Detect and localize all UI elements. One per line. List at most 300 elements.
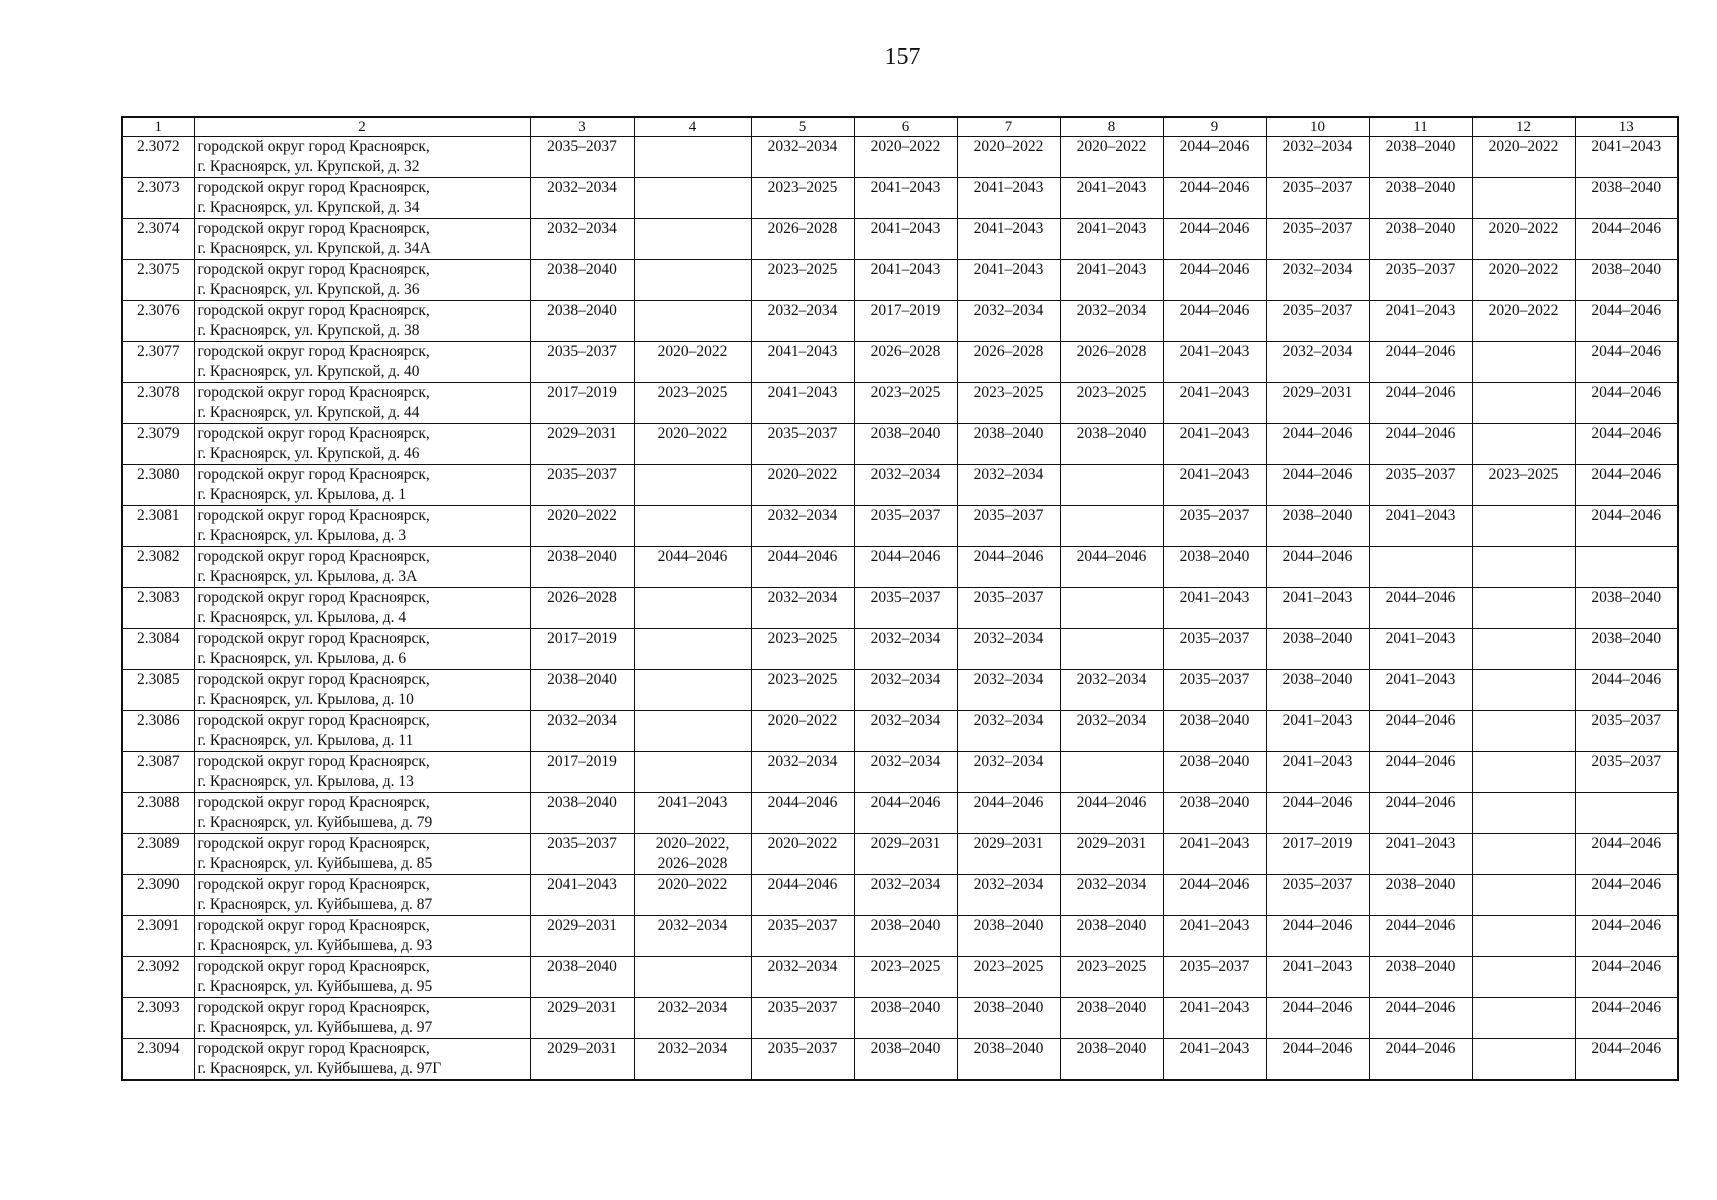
period-cell-col-9: 2041–2043	[1163, 916, 1266, 957]
period-cell-col-5: 2035–2037	[751, 916, 854, 957]
period-cell-col-12	[1472, 793, 1575, 834]
period-cell-col-6: 2038–2040	[854, 424, 957, 465]
address-line-street: г. Красноярск, ул. Крупской, д. 46	[197, 445, 420, 462]
period-cell-col-6: 2041–2043	[854, 219, 957, 260]
address-line-district: городской округ город Красноярск,	[197, 507, 430, 524]
column-header-3: 3	[530, 117, 634, 137]
period-cell-col-11: 2044–2046	[1369, 916, 1472, 957]
period-cell-col-9: 2041–2043	[1163, 424, 1266, 465]
period-cell-col-11: 2041–2043	[1369, 506, 1472, 547]
period-cell-col-8: 2029–2031	[1060, 834, 1163, 875]
address-cell	[194, 957, 530, 998]
period-cell-col-7: 2041–2043	[957, 178, 1060, 219]
address-line-district: городской округ город Красноярск,	[197, 835, 430, 852]
period-cell-col-9: 2044–2046	[1163, 219, 1266, 260]
period-cell-col-7: 2032–2034	[957, 629, 1060, 670]
address-line-district: городской округ город Красноярск,	[197, 999, 430, 1016]
column-header-7: 7	[957, 117, 1060, 137]
period-cell-col-4: 2020–2022	[634, 342, 751, 383]
period-cell-col-7: 2020–2022	[957, 137, 1060, 178]
period-cell-col-7: 2038–2040	[957, 998, 1060, 1039]
period-cell-col-8	[1060, 752, 1163, 793]
period-cell-col-12	[1472, 178, 1575, 219]
period-cell-col-4	[634, 957, 751, 998]
period-cell-col-5: 2023–2025	[751, 260, 854, 301]
period-cell-col-8: 2032–2034	[1060, 670, 1163, 711]
period-cell-col-6: 2035–2037	[854, 506, 957, 547]
address-cell	[194, 916, 530, 957]
period-cell-col-3: 2029–2031	[530, 998, 634, 1039]
table-row	[122, 260, 1678, 301]
period-cell-col-13: 2038–2040	[1575, 629, 1678, 670]
period-cell-col-6: 2032–2034	[854, 629, 957, 670]
period-cell-col-5: 2035–2037	[751, 998, 854, 1039]
table-row	[122, 875, 1678, 916]
address-cell	[194, 588, 530, 629]
address-line-district: городской округ город Красноярск,	[197, 138, 430, 155]
column-header-8: 8	[1060, 117, 1163, 137]
period-cell-col-11	[1369, 547, 1472, 588]
period-cell-col-10: 2032–2034	[1266, 137, 1369, 178]
period-cell-col-3: 2029–2031	[530, 916, 634, 957]
period-cell-col-9: 2041–2043	[1163, 383, 1266, 424]
period-cell-col-4: 2032–2034	[634, 1039, 751, 1081]
period-cell-col-6: 2023–2025	[854, 383, 957, 424]
address-cell	[194, 465, 530, 506]
address-cell	[194, 424, 530, 465]
address-cell	[194, 342, 530, 383]
address-cell	[194, 752, 530, 793]
period-cell-col-12	[1472, 711, 1575, 752]
row-number: 2.3072	[122, 137, 194, 178]
period-cell-col-5: 2020–2022	[751, 465, 854, 506]
period-cell-col-8: 2041–2043	[1060, 219, 1163, 260]
period-cell-col-7: 2023–2025	[957, 383, 1060, 424]
period-cell-col-5: 2032–2034	[751, 301, 854, 342]
period-cell-col-12	[1472, 547, 1575, 588]
address-cell	[194, 793, 530, 834]
address-line-district: городской округ город Красноярск,	[197, 466, 430, 483]
period-cell-col-13: 2038–2040	[1575, 588, 1678, 629]
period-cell-col-11: 2041–2043	[1369, 301, 1472, 342]
period-cell-col-12	[1472, 1039, 1575, 1081]
period-cell-col-9: 2044–2046	[1163, 875, 1266, 916]
period-cell-col-12	[1472, 342, 1575, 383]
table-row	[122, 670, 1678, 711]
period-cell-col-8: 2032–2034	[1060, 301, 1163, 342]
period-cell-col-10: 2038–2040	[1266, 670, 1369, 711]
period-cell-col-12	[1472, 875, 1575, 916]
table-row	[122, 711, 1678, 752]
period-cell-col-6: 2044–2046	[854, 547, 957, 588]
period-cell-col-5: 2035–2037	[751, 1039, 854, 1081]
period-cell-col-13: 2044–2046	[1575, 465, 1678, 506]
period-cell-col-8: 2020–2022	[1060, 137, 1163, 178]
period-cell-col-6: 2038–2040	[854, 1039, 957, 1081]
period-cell-col-5: 2026–2028	[751, 219, 854, 260]
period-cell-col-9: 2041–2043	[1163, 588, 1266, 629]
period-cell-col-9: 2044–2046	[1163, 260, 1266, 301]
address-line-street: г. Красноярск, ул. Крупской, д. 44	[197, 404, 420, 421]
table-row	[122, 383, 1678, 424]
address-line-street: г. Красноярск, ул. Куйбышева, д. 85	[197, 855, 433, 872]
period-cell-col-7: 2032–2034	[957, 670, 1060, 711]
row-number: 2.3085	[122, 670, 194, 711]
address-line-district: городской округ город Красноярск,	[197, 343, 430, 360]
table-row	[122, 793, 1678, 834]
period-cell-col-7: 2038–2040	[957, 424, 1060, 465]
period-cell-col-5: 2041–2043	[751, 383, 854, 424]
period-cell-col-8: 2044–2046	[1060, 793, 1163, 834]
period-cell-col-5: 2020–2022	[751, 711, 854, 752]
period-cell-col-8: 2038–2040	[1060, 998, 1163, 1039]
address-line-street: г. Красноярск, ул. Куйбышева, д. 87	[197, 896, 433, 913]
address-line-district: городской округ город Красноярск,	[197, 630, 430, 647]
period-cell-col-9: 2044–2046	[1163, 301, 1266, 342]
period-cell-col-4	[634, 588, 751, 629]
period-cell-col-4: 2023–2025	[634, 383, 751, 424]
period-cell-col-10: 2044–2046	[1266, 998, 1369, 1039]
period-cell-col-10: 2044–2046	[1266, 916, 1369, 957]
period-cell-col-13	[1575, 793, 1678, 834]
period-cell-col-10: 2044–2046	[1266, 1039, 1369, 1081]
address-line-street: г. Красноярск, ул. Крылова, д. 3	[197, 527, 407, 544]
row-number: 2.3076	[122, 301, 194, 342]
row-number: 2.3075	[122, 260, 194, 301]
period-cell-col-10: 2044–2046	[1266, 793, 1369, 834]
period-cell-col-10: 2035–2037	[1266, 178, 1369, 219]
period-cell-col-8	[1060, 506, 1163, 547]
address-cell	[194, 875, 530, 916]
period-cell-col-13: 2044–2046	[1575, 916, 1678, 957]
period-cell-col-11: 2044–2046	[1369, 752, 1472, 793]
row-number: 2.3080	[122, 465, 194, 506]
period-cell-col-6: 2035–2037	[854, 588, 957, 629]
period-cell-col-11: 2044–2046	[1369, 793, 1472, 834]
period-cell-col-8	[1060, 465, 1163, 506]
table-row	[122, 752, 1678, 793]
period-cell-col-7: 2041–2043	[957, 260, 1060, 301]
period-cell-col-10: 2044–2046	[1266, 465, 1369, 506]
period-cell-col-6: 2041–2043	[854, 260, 957, 301]
period-cell-col-7: 2023–2025	[957, 957, 1060, 998]
period-cell-col-5: 2032–2034	[751, 588, 854, 629]
period-cell-col-9: 2035–2037	[1163, 957, 1266, 998]
period-cell-col-9: 2041–2043	[1163, 342, 1266, 383]
column-header-5: 5	[751, 117, 854, 137]
header-row	[122, 117, 1678, 137]
period-cell-col-3: 2026–2028	[530, 588, 634, 629]
period-cell-col-9: 2044–2046	[1163, 137, 1266, 178]
address-line-street: г. Красноярск, ул. Крылова, д. 6	[197, 650, 407, 667]
address-line-district: городской округ город Красноярск,	[197, 1040, 430, 1057]
period-cell-col-13: 2044–2046	[1575, 834, 1678, 875]
period-cell-col-11: 2038–2040	[1369, 219, 1472, 260]
period-cell-col-12: 2020–2022	[1472, 260, 1575, 301]
period-cell-col-6: 2020–2022	[854, 137, 957, 178]
row-number: 2.3090	[122, 875, 194, 916]
period-cell-col-9: 2035–2037	[1163, 629, 1266, 670]
period-cell-col-3: 2035–2037	[530, 137, 634, 178]
period-cell-col-10: 2035–2037	[1266, 301, 1369, 342]
row-number: 2.3092	[122, 957, 194, 998]
address-cell	[194, 547, 530, 588]
period-cell-col-3: 2038–2040	[530, 301, 634, 342]
period-cell-col-10: 2038–2040	[1266, 629, 1369, 670]
address-line-district: городской округ город Красноярск,	[197, 589, 430, 606]
period-cell-col-6: 2032–2034	[854, 670, 957, 711]
period-cell-col-11: 2035–2037	[1369, 260, 1472, 301]
period-cell-col-4	[634, 834, 751, 875]
period-cell-col-12: 2023–2025	[1472, 465, 1575, 506]
table-body	[122, 137, 1678, 1081]
period-cell-col-3: 2032–2034	[530, 219, 634, 260]
row-number: 2.3083	[122, 588, 194, 629]
row-number: 2.3078	[122, 383, 194, 424]
period-cell-col-9: 2038–2040	[1163, 711, 1266, 752]
address-line-district: городской округ город Красноярск,	[197, 753, 430, 770]
period-cell-col-5: 2023–2025	[751, 178, 854, 219]
address-line-street: г. Красноярск, ул. Крупской, д. 40	[197, 363, 420, 380]
period-cell-col-6: 2038–2040	[854, 998, 957, 1039]
period-cell-col-4	[634, 670, 751, 711]
period-cell-col-7: 2035–2037	[957, 506, 1060, 547]
period-cell-col-9: 2038–2040	[1163, 793, 1266, 834]
period-cell-col-9: 2035–2037	[1163, 506, 1266, 547]
schedule-table	[121, 116, 1679, 1081]
period-cell-col-12	[1472, 383, 1575, 424]
address-line-district: городской округ город Красноярск,	[197, 302, 430, 319]
period-cell-col-4: 2032–2034	[634, 916, 751, 957]
period-cell-col-7: 2044–2046	[957, 547, 1060, 588]
period-cell-col-3: 2029–2031	[530, 424, 634, 465]
period-cell-col-4: 2020–2022	[634, 875, 751, 916]
period-cell-col-3: 2017–2019	[530, 629, 634, 670]
address-cell	[194, 219, 530, 260]
address-line-district: городской округ город Красноярск,	[197, 712, 430, 729]
period-cell-col-8: 2044–2046	[1060, 547, 1163, 588]
period-cell-col-9: 2038–2040	[1163, 547, 1266, 588]
period-cell-col-8: 2032–2034	[1060, 711, 1163, 752]
address-cell	[194, 1039, 530, 1081]
period-cell-col-11: 2041–2043	[1369, 670, 1472, 711]
address-line-district: городской округ город Красноярск,	[197, 261, 430, 278]
address-cell	[194, 301, 530, 342]
period-cell-col-11: 2041–2043	[1369, 834, 1472, 875]
period-cell-col-9: 2035–2037	[1163, 670, 1266, 711]
period-cell-col-3: 2017–2019	[530, 383, 634, 424]
period-cell-col-6: 2032–2034	[854, 465, 957, 506]
period-cell-col-8: 2038–2040	[1060, 1039, 1163, 1081]
address-cell	[194, 670, 530, 711]
address-line-street: г. Красноярск, ул. Куйбышева, д. 97	[197, 1019, 433, 1036]
address-line-district: городской округ город Красноярск,	[197, 384, 430, 401]
period-cell-col-5: 2020–2022	[751, 834, 854, 875]
period-cell-col-3: 2038–2040	[530, 957, 634, 998]
period-cell-col-6: 2017–2019	[854, 301, 957, 342]
address-line-street: г. Красноярск, ул. Крупской, д. 34	[197, 199, 420, 216]
period-cell-col-5: 2044–2046	[751, 793, 854, 834]
period-cell-col-11: 2044–2046	[1369, 342, 1472, 383]
row-number: 2.3082	[122, 547, 194, 588]
period-cell-col-12	[1472, 629, 1575, 670]
period-cell-col-12	[1472, 424, 1575, 465]
period-cell-col-6: 2041–2043	[854, 178, 957, 219]
period-cell-col-3: 2035–2037	[530, 834, 634, 875]
period-cell-col-3: 2032–2034	[530, 178, 634, 219]
period-cell-col-13: 2035–2037	[1575, 711, 1678, 752]
address-line-district: городской округ город Красноярск,	[197, 220, 430, 237]
period-cell-col-13: 2044–2046	[1575, 506, 1678, 547]
address-line-district: городской округ город Красноярск,	[197, 671, 430, 688]
period-cell-col-3: 2032–2034	[530, 711, 634, 752]
period-cell-col-9: 2041–2043	[1163, 1039, 1266, 1081]
period-cell-col-5: 2032–2034	[751, 137, 854, 178]
address-line-district: городской округ город Красноярск,	[197, 425, 430, 442]
period-cell-col-9: 2044–2046	[1163, 178, 1266, 219]
period-cell-col-10: 2029–2031	[1266, 383, 1369, 424]
period-cell-col-6: 2032–2034	[854, 711, 957, 752]
period-cell-col-6: 2032–2034	[854, 752, 957, 793]
table-row	[122, 465, 1678, 506]
period-cell-col-5: 2032–2034	[751, 957, 854, 998]
period-cell-col-11: 2044–2046	[1369, 588, 1472, 629]
period-cell-col-9: 2041–2043	[1163, 834, 1266, 875]
period-cell-col-7: 2029–2031	[957, 834, 1060, 875]
period-cell-col-6: 2044–2046	[854, 793, 957, 834]
period-cell-col-5: 2032–2034	[751, 752, 854, 793]
period-cell-col-13: 2044–2046	[1575, 301, 1678, 342]
period-cell-col-5: 2023–2025	[751, 629, 854, 670]
period-cell-col-3: 2038–2040	[530, 260, 634, 301]
period-cell-col-4	[634, 137, 751, 178]
period-cell-col-10: 2044–2046	[1266, 547, 1369, 588]
row-number: 2.3093	[122, 998, 194, 1039]
address-line-district: городской округ город Красноярск,	[197, 917, 430, 934]
period-cell-col-3: 2038–2040	[530, 547, 634, 588]
column-header-6: 6	[854, 117, 957, 137]
address-line-street: г. Красноярск, ул. Крылова, д. 3А	[197, 568, 418, 585]
row-number: 2.3091	[122, 916, 194, 957]
column-header-1: 1	[122, 117, 194, 137]
period-cell-col-3: 2035–2037	[530, 465, 634, 506]
period-cell-col-4	[634, 260, 751, 301]
period-cell-col-3: 2041–2043	[530, 875, 634, 916]
address-cell	[194, 998, 530, 1039]
period-cell-col-3: 2029–2031	[530, 1039, 634, 1081]
table-row	[122, 342, 1678, 383]
table-row	[122, 506, 1678, 547]
period-cell-col-4: 2044–2046	[634, 547, 751, 588]
address-line-street: г. Красноярск, ул. Куйбышева, д. 79	[197, 814, 433, 831]
period-cell-col-8: 2038–2040	[1060, 424, 1163, 465]
period-cell-col-7: 2032–2034	[957, 711, 1060, 752]
table-row	[122, 219, 1678, 260]
period-cell-col-12	[1472, 957, 1575, 998]
period-cell-col-11: 2038–2040	[1369, 178, 1472, 219]
period-cell-col-5: 2032–2034	[751, 506, 854, 547]
table-row	[122, 916, 1678, 957]
period-cell-col-3: 2035–2037	[530, 342, 634, 383]
address-line-street: г. Красноярск, ул. Крупской, д. 36	[197, 281, 420, 298]
period-cell-col-13: 2041–2043	[1575, 137, 1678, 178]
period-cell-col-12	[1472, 670, 1575, 711]
period-cell-col-13: 2044–2046	[1575, 1039, 1678, 1081]
table-row	[122, 301, 1678, 342]
column-header-12: 12	[1472, 117, 1575, 137]
period-cell-col-8: 2041–2043	[1060, 260, 1163, 301]
period-cell-col-4	[634, 629, 751, 670]
period-cell-col-10: 2032–2034	[1266, 260, 1369, 301]
column-header-9: 9	[1163, 117, 1266, 137]
period-cell-col-10: 2041–2043	[1266, 711, 1369, 752]
period-cell-col-12	[1472, 998, 1575, 1039]
period-cell-col-13: 2044–2046	[1575, 998, 1678, 1039]
table-row	[122, 998, 1678, 1039]
period-cell-col-4: 2020–2022	[634, 424, 751, 465]
address-line-street: г. Красноярск, ул. Крылова, д. 1	[197, 486, 407, 503]
period-cell-col-5: 2041–2043	[751, 342, 854, 383]
period-cell-col-7: 2035–2037	[957, 588, 1060, 629]
period-cell-col-8: 2023–2025	[1060, 957, 1163, 998]
period-cell-col-7: 2044–2046	[957, 793, 1060, 834]
period-cell-col-13: 2038–2040	[1575, 260, 1678, 301]
period-cell-col-10: 2035–2037	[1266, 875, 1369, 916]
period-cell-col-12	[1472, 752, 1575, 793]
period-cell-col-8	[1060, 588, 1163, 629]
address-cell	[194, 137, 530, 178]
period-cell-col-7: 2041–2043	[957, 219, 1060, 260]
address-cell	[194, 383, 530, 424]
row-number: 2.3089	[122, 834, 194, 875]
period-line: 2020–2022,	[655, 835, 730, 852]
table-row	[122, 629, 1678, 670]
period-cell-col-9: 2041–2043	[1163, 998, 1266, 1039]
row-number: 2.3073	[122, 178, 194, 219]
address-line-district: городской округ город Красноярск,	[197, 958, 430, 975]
period-cell-col-12: 2020–2022	[1472, 137, 1575, 178]
address-line-street: г. Красноярск, ул. Крылова, д. 10	[197, 691, 414, 708]
period-cell-col-12	[1472, 916, 1575, 957]
table-row	[122, 834, 1678, 875]
period-cell-col-11: 2044–2046	[1369, 424, 1472, 465]
period-cell-col-3: 2020–2022	[530, 506, 634, 547]
row-number: 2.3074	[122, 219, 194, 260]
period-cell-col-10: 2041–2043	[1266, 957, 1369, 998]
period-cell-col-6: 2038–2040	[854, 916, 957, 957]
period-cell-col-10: 2044–2046	[1266, 424, 1369, 465]
row-number: 2.3077	[122, 342, 194, 383]
period-cell-col-10: 2032–2034	[1266, 342, 1369, 383]
period-cell-col-7: 2032–2034	[957, 465, 1060, 506]
period-cell-col-11: 2044–2046	[1369, 1039, 1472, 1081]
period-cell-col-4	[634, 219, 751, 260]
column-header-11: 11	[1369, 117, 1472, 137]
period-cell-col-6: 2029–2031	[854, 834, 957, 875]
period-cell-col-4	[634, 465, 751, 506]
period-cell-col-5: 2044–2046	[751, 875, 854, 916]
period-cell-col-13: 2044–2046	[1575, 670, 1678, 711]
period-cell-col-5: 2023–2025	[751, 670, 854, 711]
row-number: 2.3081	[122, 506, 194, 547]
period-cell-col-12	[1472, 506, 1575, 547]
period-cell-col-4	[634, 301, 751, 342]
address-cell	[194, 629, 530, 670]
period-cell-col-10: 2041–2043	[1266, 752, 1369, 793]
address-line-street: г. Красноярск, ул. Куйбышева, д. 93	[197, 937, 433, 954]
period-cell-col-11: 2044–2046	[1369, 711, 1472, 752]
period-cell-col-4	[634, 178, 751, 219]
